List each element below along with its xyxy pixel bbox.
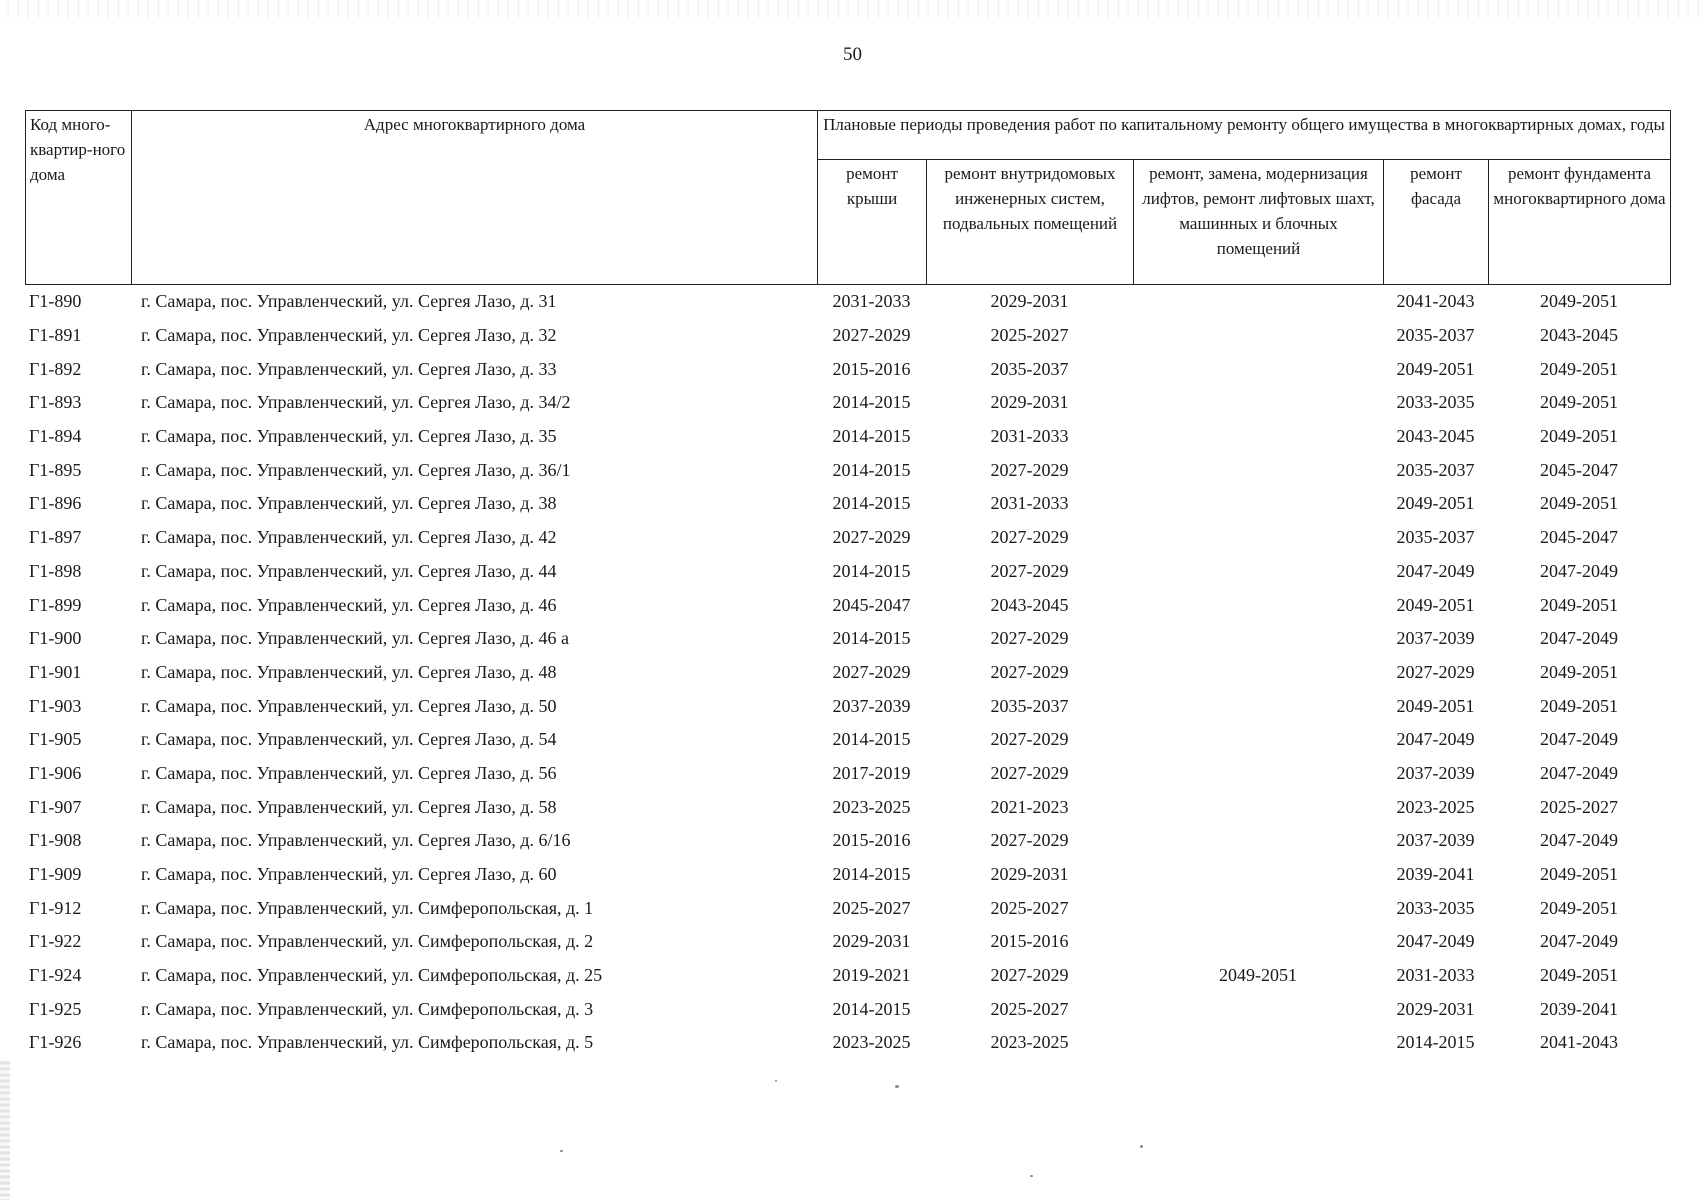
cell-code: Г1-899: [29, 594, 82, 615]
cell-foundation: 2043-2045: [1540, 325, 1618, 346]
cell-engineering: 2031-2033: [990, 426, 1069, 447]
cell-address: г. Самара, пос. Управленческий, ул. Сергея Лазо, д. 31: [141, 291, 557, 312]
cell-code: Г1-906: [29, 762, 82, 783]
cell-address: г. Самара, пос. Управленческий, ул. Сергея Лазо, д. 46: [141, 594, 557, 615]
scan-speck: [560, 1150, 563, 1152]
table-row: [25, 1026, 1670, 1060]
cell-engineering: 2027-2029: [990, 527, 1069, 548]
table-row: [25, 555, 1670, 589]
cell-elevators: [1133, 824, 1383, 858]
cell-code: Г1-890: [29, 291, 82, 312]
table-row: [25, 453, 1670, 487]
header-elevators: ремонт, замена, модернизация лифтов, ремонт лифтовых шахт, машинных и блочных помещений: [1134, 160, 1384, 285]
cell-roof: 2027-2029: [832, 325, 911, 346]
cell-foundation: 2049-2051: [1540, 358, 1618, 379]
cell-facade: 2049-2051: [1396, 695, 1475, 716]
header-code: Код много-квартир-ного дома: [26, 111, 132, 285]
cell-roof: 2014-2015: [832, 998, 911, 1019]
table-row: [25, 588, 1670, 622]
cell-elevators: [1133, 285, 1383, 319]
cell-code: Г1-892: [29, 358, 82, 379]
cell-roof: 2023-2025: [832, 1032, 911, 1053]
cell-foundation: 2039-2041: [1540, 998, 1618, 1019]
cell-roof: 2014-2015: [832, 729, 911, 750]
cell-roof: 2025-2027: [832, 897, 911, 918]
cell-elevators: [1133, 555, 1383, 589]
capital-repair-schedule: [25, 110, 1670, 1060]
cell-address: г. Самара, пос. Управленческий, ул. Сергея Лазо, д. 33: [141, 358, 557, 379]
cell-address: г. Самара, пос. Управленческий, ул. Симферопольская, д. 3: [141, 998, 594, 1019]
table-row: [25, 824, 1670, 858]
table-row: [25, 858, 1670, 892]
table-row: [25, 723, 1670, 757]
cell-code: Г1-900: [29, 628, 82, 649]
cell-address: г. Самара, пос. Управленческий, ул. Симферопольская, д. 25: [141, 965, 603, 986]
scan-speck: [1140, 1145, 1143, 1148]
cell-foundation: 2047-2049: [1540, 729, 1618, 750]
table-row: [25, 285, 1670, 319]
cell-facade: 2047-2049: [1396, 729, 1475, 750]
cell-elevators: [1133, 521, 1383, 555]
cell-foundation: 2049-2051: [1540, 493, 1618, 514]
header-facade: ремонт фасада: [1384, 160, 1489, 285]
cell-code: Г1-907: [29, 796, 82, 817]
table-row: [25, 319, 1670, 353]
header-roof: ремонт крыши: [818, 160, 927, 285]
cell-engineering: 2023-2025: [990, 1032, 1069, 1053]
cell-roof: 2015-2016: [832, 830, 911, 851]
cell-engineering: 2025-2027: [990, 897, 1069, 918]
cell-facade: 2049-2051: [1396, 594, 1475, 615]
table-row: [25, 689, 1670, 723]
cell-foundation: 2049-2051: [1540, 594, 1618, 615]
scan-speck: [775, 1080, 777, 1082]
cell-foundation: 2049-2051: [1540, 426, 1618, 447]
cell-elevators: [1133, 992, 1383, 1026]
cell-code: Г1-901: [29, 661, 82, 682]
scan-noise-left: [0, 1060, 10, 1200]
cell-foundation: 2049-2051: [1540, 661, 1618, 682]
cell-roof: 2014-2015: [832, 864, 911, 885]
cell-facade: 2047-2049: [1396, 931, 1475, 952]
table-row: [25, 790, 1670, 824]
cell-foundation: 2049-2051: [1540, 897, 1618, 918]
table-row: [25, 487, 1670, 521]
cell-address: г. Самара, пос. Управленческий, ул. Сергея Лазо, д. 6/16: [141, 830, 571, 851]
cell-foundation: 2049-2051: [1540, 965, 1618, 986]
scan-speck: [1030, 1175, 1033, 1177]
cell-address: г. Самара, пос. Управленческий, ул. Сергея Лазо, д. 36/1: [141, 459, 571, 480]
cell-foundation: 2049-2051: [1540, 291, 1618, 312]
cell-address: г. Самара, пос. Управленческий, ул. Симферопольская, д. 1: [141, 897, 594, 918]
cell-elevators: [1133, 622, 1383, 656]
page-number: 50: [843, 44, 862, 65]
cell-engineering: 2021-2023: [990, 796, 1069, 817]
cell-code: Г1-925: [29, 998, 82, 1019]
cell-facade: 2047-2049: [1396, 560, 1475, 581]
cell-facade: 2031-2033: [1396, 965, 1475, 986]
cell-roof: 2027-2029: [832, 527, 911, 548]
cell-code: Г1-891: [29, 325, 82, 346]
cell-engineering: 2027-2029: [990, 560, 1069, 581]
cell-address: г. Самара, пос. Управленческий, ул. Сергея Лазо, д. 46 а: [141, 628, 569, 649]
cell-facade: 2035-2037: [1396, 325, 1475, 346]
cell-roof: 2045-2047: [832, 594, 911, 615]
cell-facade: 2033-2035: [1396, 392, 1475, 413]
cell-roof: 2023-2025: [832, 796, 911, 817]
cell-roof: 2019-2021: [832, 965, 911, 986]
cell-engineering: 2015-2016: [990, 931, 1069, 952]
cell-code: Г1-898: [29, 560, 82, 581]
cell-engineering: 2027-2029: [990, 965, 1069, 986]
cell-roof: 2014-2015: [832, 493, 911, 514]
cell-facade: 2023-2025: [1396, 796, 1475, 817]
cell-address: г. Самара, пос. Управленческий, ул. Сергея Лазо, д. 48: [141, 661, 557, 682]
cell-elevators: [1133, 386, 1383, 420]
cell-code: Г1-922: [29, 931, 82, 952]
cell-facade: 2035-2037: [1396, 527, 1475, 548]
scan-noise-top: [0, 0, 1705, 18]
header-engineering: ремонт внутридомовых инженерных систем, подвальных помещений: [927, 160, 1134, 285]
table-body: [25, 285, 1670, 1060]
cell-facade: 2033-2035: [1396, 897, 1475, 918]
cell-facade: 2029-2031: [1396, 998, 1475, 1019]
cell-code: Г1-893: [29, 392, 82, 413]
cell-elevators: [1133, 790, 1383, 824]
cell-roof: 2014-2015: [832, 392, 911, 413]
table-row: [25, 656, 1670, 690]
cell-engineering: 2027-2029: [990, 628, 1069, 649]
cell-facade: 2049-2051: [1396, 493, 1475, 514]
cell-address: г. Самара, пос. Управленческий, ул. Сергея Лазо, д. 58: [141, 796, 557, 817]
cell-elevators: [1133, 420, 1383, 454]
cell-code: Г1-924: [29, 965, 82, 986]
cell-elevators: [1133, 588, 1383, 622]
cell-engineering: 2035-2037: [990, 358, 1069, 379]
cell-foundation: 2025-2027: [1540, 796, 1618, 817]
cell-elevators: [1133, 453, 1383, 487]
cell-address: г. Самара, пос. Управленческий, ул. Симферопольская, д. 5: [141, 1032, 594, 1053]
cell-elevators: [1133, 319, 1383, 353]
cell-roof: 2015-2016: [832, 358, 911, 379]
cell-foundation: 2049-2051: [1540, 695, 1618, 716]
cell-code: Г1-896: [29, 493, 82, 514]
header-foundation: ремонт фундамента многоквартирного дома: [1489, 160, 1671, 285]
cell-facade: 2027-2029: [1396, 661, 1475, 682]
cell-facade: 2039-2041: [1396, 864, 1475, 885]
cell-roof: 2014-2015: [832, 560, 911, 581]
table-row: [25, 622, 1670, 656]
table-row: [25, 521, 1670, 555]
cell-address: г. Самара, пос. Управленческий, ул. Сергея Лазо, д. 38: [141, 493, 557, 514]
table-row: [25, 420, 1670, 454]
cell-address: г. Самара, пос. Управленческий, ул. Сергея Лазо, д. 35: [141, 426, 557, 447]
header-address: Адрес многоквартирного дома: [132, 111, 818, 285]
cell-code: Г1-903: [29, 695, 82, 716]
cell-engineering: 2035-2037: [990, 695, 1069, 716]
cell-engineering: 2027-2029: [990, 459, 1069, 480]
cell-roof: 2029-2031: [832, 931, 911, 952]
cell-address: г. Самара, пос. Управленческий, ул. Сергея Лазо, д. 32: [141, 325, 557, 346]
cell-address: г. Самара, пос. Управленческий, ул. Сергея Лазо, д. 34/2: [141, 392, 571, 413]
table-row: [25, 386, 1670, 420]
cell-address: г. Самара, пос. Управленческий, ул. Сергея Лазо, д. 54: [141, 729, 557, 750]
cell-facade: 2037-2039: [1396, 830, 1475, 851]
cell-engineering: 2031-2033: [990, 493, 1069, 514]
cell-facade: 2035-2037: [1396, 459, 1475, 480]
cell-foundation: 2049-2051: [1540, 392, 1618, 413]
cell-elevators: [1133, 891, 1383, 925]
cell-engineering: 2043-2045: [990, 594, 1069, 615]
table-row: [25, 352, 1670, 386]
cell-code: Г1-894: [29, 426, 82, 447]
cell-roof: 2037-2039: [832, 695, 911, 716]
cell-engineering: 2027-2029: [990, 661, 1069, 682]
cell-address: г. Самара, пос. Управленческий, ул. Сергея Лазо, д. 60: [141, 864, 557, 885]
table-row: [25, 891, 1670, 925]
cell-engineering: 2027-2029: [990, 762, 1069, 783]
cell-elevators: 2049-2051: [1219, 965, 1297, 986]
cell-elevators: [1133, 925, 1383, 959]
cell-facade: 2041-2043: [1396, 291, 1475, 312]
cell-code: Г1-908: [29, 830, 82, 851]
cell-foundation: 2045-2047: [1540, 459, 1618, 480]
cell-foundation: 2045-2047: [1540, 527, 1618, 548]
cell-foundation: 2047-2049: [1540, 931, 1618, 952]
cell-engineering: 2029-2031: [990, 291, 1069, 312]
cell-code: Г1-912: [29, 897, 82, 918]
cell-foundation: 2047-2049: [1540, 628, 1618, 649]
cell-foundation: 2047-2049: [1540, 762, 1618, 783]
cell-elevators: [1133, 352, 1383, 386]
cell-engineering: 2027-2029: [990, 729, 1069, 750]
cell-address: г. Самара, пос. Управленческий, ул. Симферопольская, д. 2: [141, 931, 594, 952]
cell-facade: 2043-2045: [1396, 426, 1475, 447]
cell-roof: 2014-2015: [832, 628, 911, 649]
scan-speck: [895, 1085, 899, 1088]
header-periods-title: Плановые периоды проведения работ по капитальному ремонту общего имущества в многоквартирных домах, годы: [818, 111, 1671, 160]
cell-facade: 2037-2039: [1396, 628, 1475, 649]
cell-code: Г1-909: [29, 864, 82, 885]
table-row: [25, 925, 1670, 959]
cell-roof: 2017-2019: [832, 762, 911, 783]
cell-elevators: [1133, 689, 1383, 723]
cell-foundation: 2047-2049: [1540, 560, 1618, 581]
table-row: [25, 992, 1670, 1026]
cell-code: Г1-895: [29, 459, 82, 480]
cell-elevators: [1133, 487, 1383, 521]
cell-code: Г1-897: [29, 527, 82, 548]
cell-engineering: 2027-2029: [990, 830, 1069, 851]
cell-facade: 2014-2015: [1396, 1032, 1475, 1053]
cell-address: г. Самара, пос. Управленческий, ул. Сергея Лазо, д. 44: [141, 560, 557, 581]
cell-engineering: 2029-2031: [990, 392, 1069, 413]
cell-code: Г1-905: [29, 729, 82, 750]
cell-elevators: [1133, 656, 1383, 690]
cell-foundation: 2041-2043: [1540, 1032, 1618, 1053]
table-header: [25, 110, 1671, 285]
cell-address: г. Самара, пос. Управленческий, ул. Сергея Лазо, д. 56: [141, 762, 557, 783]
cell-facade: 2049-2051: [1396, 358, 1475, 379]
cell-engineering: 2025-2027: [990, 998, 1069, 1019]
cell-address: г. Самара, пос. Управленческий, ул. Сергея Лазо, д. 50: [141, 695, 557, 716]
cell-facade: 2037-2039: [1396, 762, 1475, 783]
cell-engineering: 2029-2031: [990, 864, 1069, 885]
cell-foundation: 2049-2051: [1540, 864, 1618, 885]
cell-roof: 2031-2033: [832, 291, 911, 312]
cell-foundation: 2047-2049: [1540, 830, 1618, 851]
cell-elevators: [1133, 757, 1383, 791]
cell-roof: 2027-2029: [832, 661, 911, 682]
cell-roof: 2014-2015: [832, 426, 911, 447]
cell-code: Г1-926: [29, 1032, 82, 1053]
table-row: [25, 959, 1670, 993]
cell-elevators: [1133, 858, 1383, 892]
cell-address: г. Самара, пос. Управленческий, ул. Сергея Лазо, д. 42: [141, 527, 557, 548]
cell-elevators: [1133, 723, 1383, 757]
cell-engineering: 2025-2027: [990, 325, 1069, 346]
cell-roof: 2014-2015: [832, 459, 911, 480]
table-row: [25, 757, 1670, 791]
cell-elevators: [1133, 1026, 1383, 1060]
